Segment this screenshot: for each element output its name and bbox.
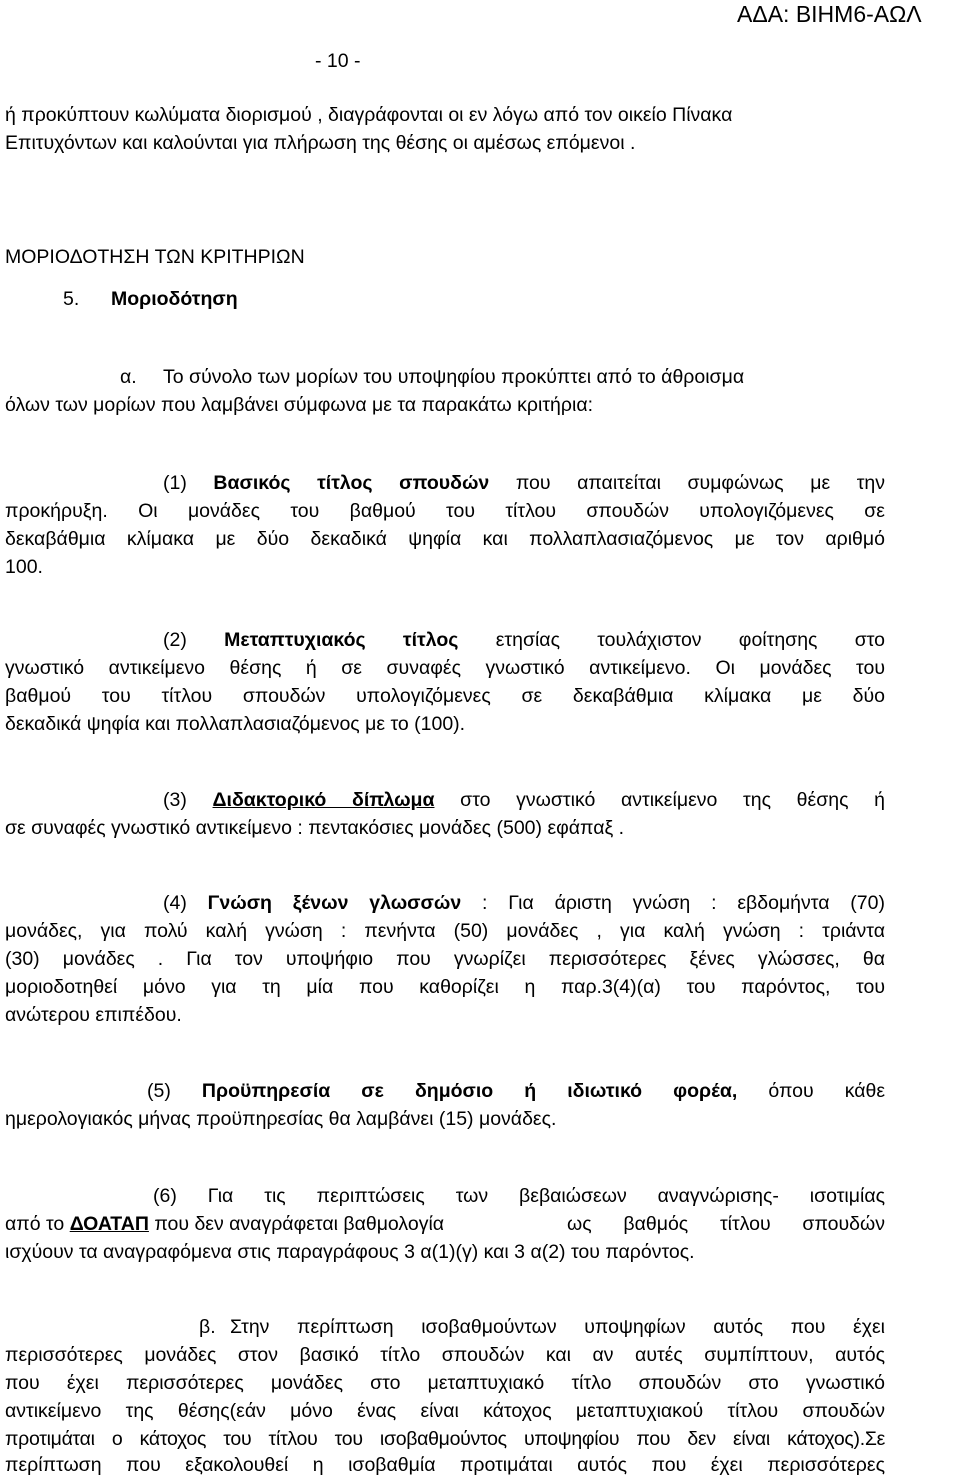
intro-line-2: Επιτυχόντων και καλούνται για πλήρωση της θέσης οι αμέσως επόμενοι .	[5, 132, 636, 154]
criterion-6-number: (6)	[153, 1185, 177, 1207]
criterion-2-line-1	[163, 626, 885, 654]
section-number: 5.	[63, 288, 80, 310]
criterion-4-line-4: μοριοδοτηθεί μόνο για τη μία που καθορίζει η παρ.3(4)(α) του παρόντος, του	[5, 976, 885, 998]
criterion-1-number: (1)	[163, 472, 187, 494]
criterion-6-text: Για τις περιπτώσεις των βεβαιώσεων αναγνώρισης- ισοτιμίας	[207, 1185, 886, 1207]
beta-marker: β.	[199, 1316, 216, 1338]
section-subtitle: Μοριοδότηση	[111, 288, 238, 310]
criterion-3-line-1	[163, 786, 885, 814]
criterion-6-line-1	[153, 1182, 885, 1210]
beta-line-3: που έχει περισσότερες μονάδες στο μεταπτυχιακό τίτλο σπουδών στο γνωστικό	[5, 1372, 885, 1394]
criterion-6-line-2a: από το ΔΟΑΤΑΠ που δεν αναγράφεται βαθμολογία	[5, 1213, 445, 1235]
criterion-4-text: : Για άριστη γνώση : εβδομήντα (70)	[482, 892, 885, 914]
criterion-5-line-2: ημερολογιακός μήνας προϋπηρεσίας θα λαμβάνει (15) μονάδες.	[5, 1108, 557, 1130]
criterion-3-title: Διδακτορικό δίπλωμα	[212, 789, 435, 811]
criterion-4-title: Γνώση ξένων γλωσσών	[207, 892, 462, 914]
intro-line-1: ή προκύπτουν κωλύματα διορισμού , διαγράφονται οι εν λόγω από τον οικείο Πίνακα	[5, 104, 733, 126]
criterion-4-line-3: (30) μονάδες . Για τον υποψήφιο που γνωρίζει περισσότερες ξένες γλώσσες, θα	[5, 948, 885, 970]
section-title: ΜΟΡΙΟΔΟΤΗΣΗ ΤΩΝ ΚΡΙΤΗΡΙΩΝ	[5, 246, 305, 268]
criterion-2-line-2: γνωστικό αντικείμενο θέσης ή σε συναφές γνωστικό αντικείμενο. Οι μονάδες του	[5, 657, 885, 679]
criterion-1-line-1	[163, 469, 885, 497]
beta-line-2: περισσότερες μονάδες στον βασικό τίτλο σπουδών και αν αυτές συμπίπτουν, αυτός	[5, 1344, 885, 1366]
criterion-1-text: που απαιτείται συμφώνως με την	[515, 472, 886, 494]
beta-line-5: προτιμάται ο κάτοχος του τίτλου του ισοβαθμούντος υποψηφίου που δεν είναι κάτοχος).Σε	[5, 1428, 885, 1450]
criterion-5-line-1	[147, 1077, 885, 1105]
criterion-1-line-4: 100.	[5, 556, 43, 578]
ada-code: ΑΔΑ: ΒΙΗΜ6-ΑΩΛ	[737, 1, 922, 27]
criterion-1-title: Βασικός τίτλος σπουδών	[213, 472, 490, 494]
alpha-marker: α.	[120, 366, 137, 388]
criterion-6-line-3: ισχύουν τα αναγραφόμενα στις παραγράφους 3 α(1)(γ) και 3 α(2) του παρόντος.	[5, 1241, 695, 1263]
beta-line-6: περίπτωση που εξακολουθεί η ισοβαθμία προτιμάται αυτός που έχει περισσότερες	[5, 1454, 885, 1476]
criterion-2-number: (2)	[163, 629, 187, 651]
criterion-3-text: στο γνωστικό αντικείμενο της θέσης ή	[460, 789, 886, 811]
criterion-4-line-5: ανώτερου επιπέδου.	[5, 1004, 182, 1026]
alpha-line-2: όλων των μορίων που λαμβάνει σύμφωνα με τα παρακάτω κριτήρια:	[5, 394, 594, 416]
criterion-3-number: (3)	[163, 789, 187, 811]
alpha-line-1: Το σύνολο των μορίων του υποψηφίου προκύπτει από το άθροισμα	[163, 366, 745, 388]
criterion-3-line-2: σε συναφές γνωστικό αντικείμενο : πεντακόσιες μονάδες (500) εφάπαξ .	[5, 817, 625, 839]
doatap-acronym: ΔΟΑΤΑΠ	[69, 1213, 149, 1235]
beta-line-4: αντικείμενο της θέσης(εάν μόνο ένας είναι κάτοχος μεταπτυχιακού τίτλου σπουδών	[5, 1400, 885, 1422]
criterion-5-title: Προϋπηρεσία σε δημόσιο ή ιδιωτικό φορέα,	[201, 1080, 738, 1102]
criterion-2-text: ετησίας τουλάχιστον φοίτησης στο	[495, 629, 886, 651]
criterion-1-line-2: προκήρυξη. Οι μονάδες του βαθμού του τίτλου σπουδών υπολογιζόμενες σε	[5, 500, 885, 522]
criterion-1-line-3: δεκαβάθμια κλίμακα με δύο δεκαδικά ψηφία και πολλαπλασιαζόμενος με τον αριθμό	[5, 528, 885, 550]
criterion-6-line-2b: ως βαθμός τίτλου σπουδών	[567, 1213, 885, 1235]
beta-line-1: Στην περίπτωση ισοβαθμούντων υποψηφίων αυτός που έχει	[230, 1316, 885, 1338]
criterion-5-text: όπου κάθε	[768, 1080, 886, 1102]
criterion-4-line-2: μονάδες, για πολύ καλή γνώση : πενήντα (50) μονάδες , για καλή γνώση : τριάντα	[5, 920, 885, 942]
criterion-5-number: (5)	[147, 1080, 171, 1102]
criterion-2-line-4: δεκαδικά ψηφία και πολλαπλασιαζόμενος με το (100).	[5, 713, 466, 735]
criterion-2-title: Μεταπτυχιακός τίτλος	[224, 629, 459, 651]
criterion-2-line-3: βαθμού του τίτλου σπουδών υπολογιζόμενες σε δεκαβάθμια κλίμακα με δύο	[5, 685, 885, 707]
page-number: - 10 -	[315, 50, 361, 72]
criterion-4-number: (4)	[163, 892, 187, 914]
criterion-4-line-1	[163, 889, 885, 917]
